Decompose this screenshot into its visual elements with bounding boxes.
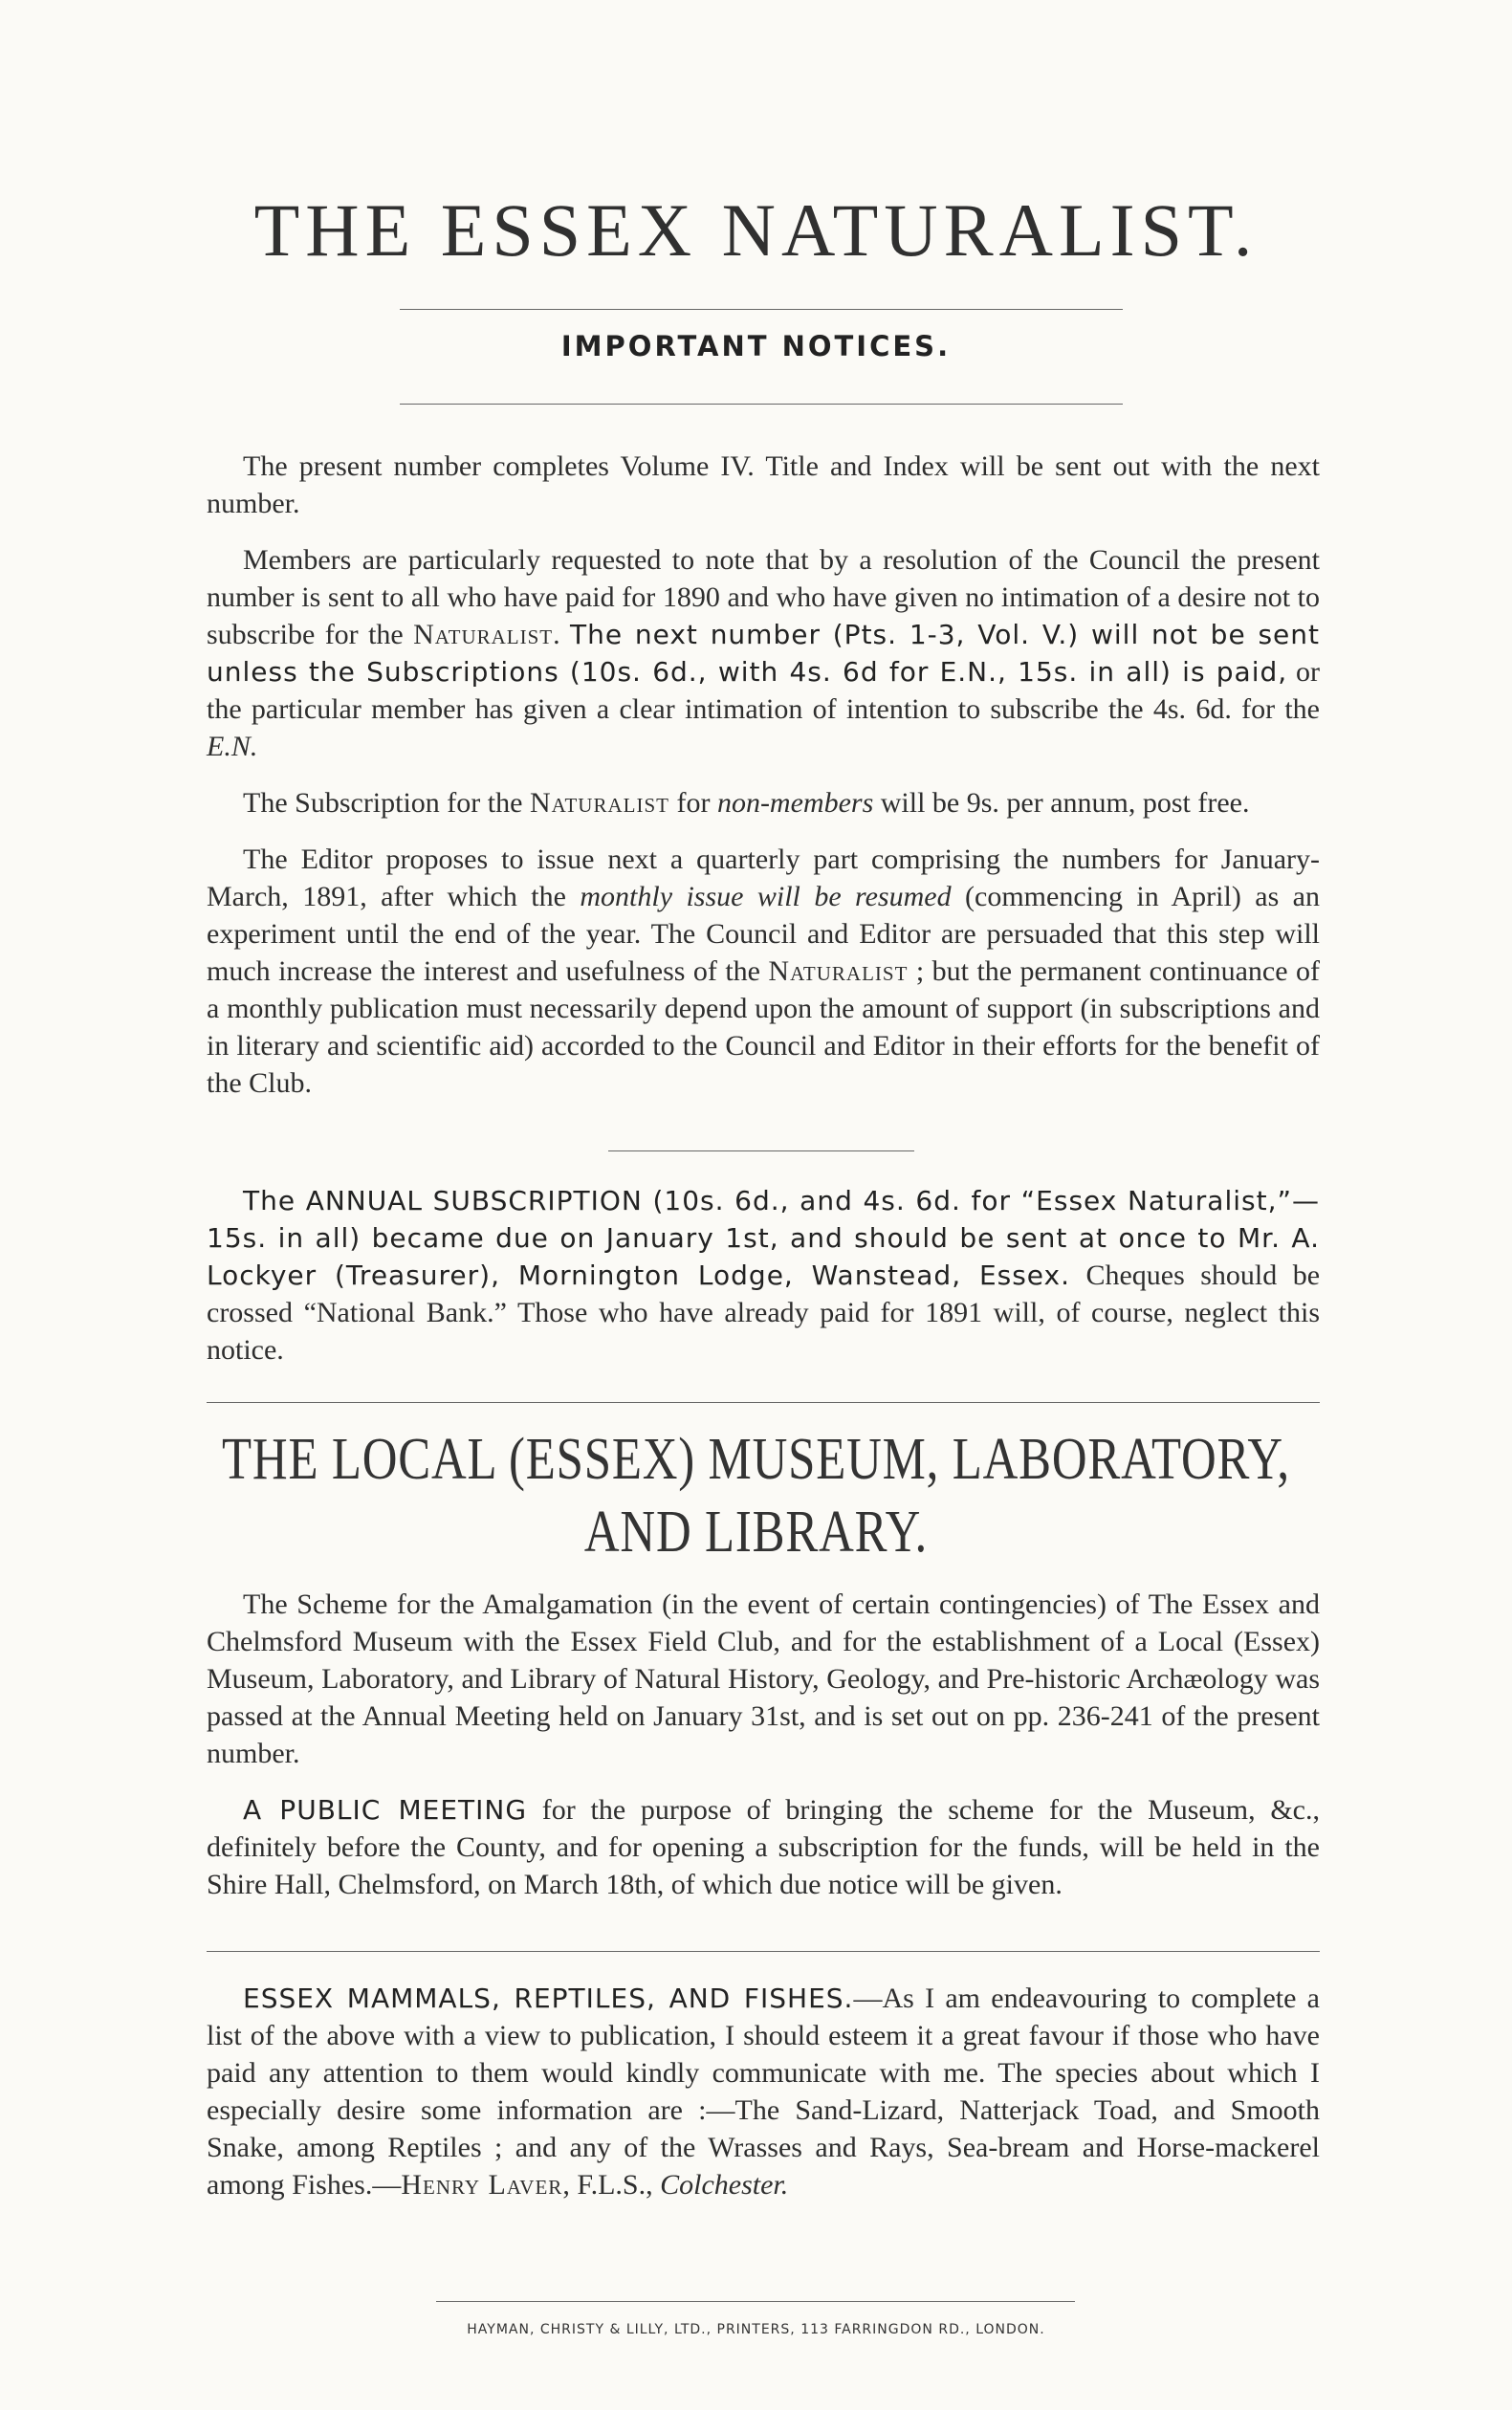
annual-subscription-notice: [207, 1182, 1320, 1369]
monthly-issue-italic: monthly issue will be resumed: [580, 881, 952, 912]
en-abbrev: E.N.: [207, 731, 258, 762]
annual-subscription-bold: The ANNUAL SUBSCRIPTION (10s. 6d., and 4s. 6d. for “Essex Naturalist,”—15s. in all) became due on January 1st, and should be sent at once to Mr. A. Lockyer (Treasurer), Mornington Lodge, Wanstead, Essex.: [207, 1185, 1320, 1291]
notice-subscription-rate: [207, 784, 1320, 822]
notices-section: [207, 448, 1320, 1102]
notice-members-text: or the particular member has given a clear intimation of intention to subscribe the 4s. 6d. for the: [207, 656, 1321, 725]
subscription-section: [207, 1182, 1320, 1369]
museum-section: [207, 1586, 1320, 1903]
public-meeting-notice: [207, 1791, 1320, 1903]
notice-text: for: [668, 787, 717, 819]
museum-heading-line1: THE LOCAL (ESSEX) MUSEUM, LABORATORY,: [222, 1427, 1290, 1492]
notice-text: will be 9s. per annum, post free.: [873, 787, 1250, 819]
section-divider: [207, 1951, 1320, 1952]
mammals-heading: ESSEX MAMMALS, REPTILES, AND FISHES.: [243, 1983, 854, 2014]
divider-rule: [400, 404, 1123, 405]
signature-place: Colchester.: [660, 2169, 789, 2201]
footer-divider: [436, 2301, 1075, 2302]
public-meeting-text: for the purpose of bringing the scheme for the Museum, &c., definitely before the County, and for opening a subscription for the funds, will be held in the Shire Hall, Chelmsford, on March 18th, of which due notice will be given.: [207, 1794, 1320, 1900]
mammals-notice: [207, 1980, 1320, 2203]
notice-text: ; but the permanent continuance of a monthly publication must necessarily depend upon the amount of support (in subscriptions and in literary and scientific aid) accorded to the Council and Editor in their efforts for the benefit of the Club.: [207, 955, 1320, 1099]
notice-members: [207, 541, 1320, 765]
notice-text: The Editor proposes to issue next a quarterly part comprising the numbers for January-March, 1891, after which the: [207, 844, 1320, 912]
annual-subscription-text: Cheques should be crossed “National Bank.” Those who have already paid for 1891 will, of course, neglect this notice.: [207, 1260, 1321, 1366]
signature-name: Henry Laver: [401, 2169, 563, 2201]
notice-text: (commencing in April) as an experiment until the end of the year. The Council and Editor are persuaded that this step will much increase the interest and usefulness of the: [207, 881, 1320, 987]
notice-members-text: .: [553, 619, 570, 650]
notice-members-bold: The next number (Pts. 1-3, Vol. V.) will not be sent unless the Subscriptions (10s. 6d., with 4s. 6d for E.N., 15s. in all) is paid,: [207, 619, 1320, 688]
museum-scheme: The Scheme for the Amalgamation (in the event of certain contingencies) of The Essex and Chelmsford Museum with the Essex Field Club, and for the establishment of a Local (Essex) Museum, Laboratory, and Library of Natural History, Geology, and Pre-historic Archæology was passed at the Annual Meeting held on January 31st, and is set out on pp. 236-241 of the present number.: [207, 1588, 1320, 1769]
notice-editor: [207, 841, 1320, 1102]
naturalist-name: Naturalist: [768, 955, 909, 987]
notice-volume: The present number completes Volume IV. Title and Index will be sent out with the next number.: [207, 450, 1320, 519]
mammals-section: [207, 1980, 1320, 2203]
section-divider: [207, 1402, 1320, 1403]
non-members-italic: non-members: [716, 787, 874, 819]
printer-imprint: HAYMAN, CHRISTY & LILLY, LTD., PRINTERS, 113 FARRINGDON RD., LONDON.: [467, 2322, 1045, 2337]
public-meeting-bold: A PUBLIC MEETING: [243, 1794, 528, 1826]
signature-credentials: , F.L.S.,: [562, 2169, 661, 2201]
short-divider: [608, 1150, 914, 1151]
notice-members-text: Members are particularly requested to note that by a resolution of the Council the present number is sent to all who have paid for 1890 and who have given no intimation of a desire not to subscribe for the: [207, 544, 1320, 650]
naturalist-name: Naturalist: [529, 787, 669, 819]
museum-heading-line2: AND LIBRARY.: [583, 1500, 929, 1565]
naturalist-name: Naturalist: [413, 619, 554, 650]
notice-text: The Subscription for the: [243, 787, 530, 819]
journal-title: THE ESSEX NATURALIST.: [253, 188, 1259, 272]
mammals-text: —As I am endeavouring to complete a list of the above with a view to publication, I should esteem it a great favour if those who have paid any attention to them would kindly communicate with me. The species about which I especially desire some information are :—The Sand-Lizard, Natterjack Toad, and Smooth Snake, among Reptiles ; and any of the Wrasses and Rays, Sea-bream and Horse-mackerel among Fishes.—: [207, 1983, 1321, 2201]
divider-rule: [400, 309, 1123, 310]
notices-heading: IMPORTANT NOTICES.: [560, 330, 952, 362]
